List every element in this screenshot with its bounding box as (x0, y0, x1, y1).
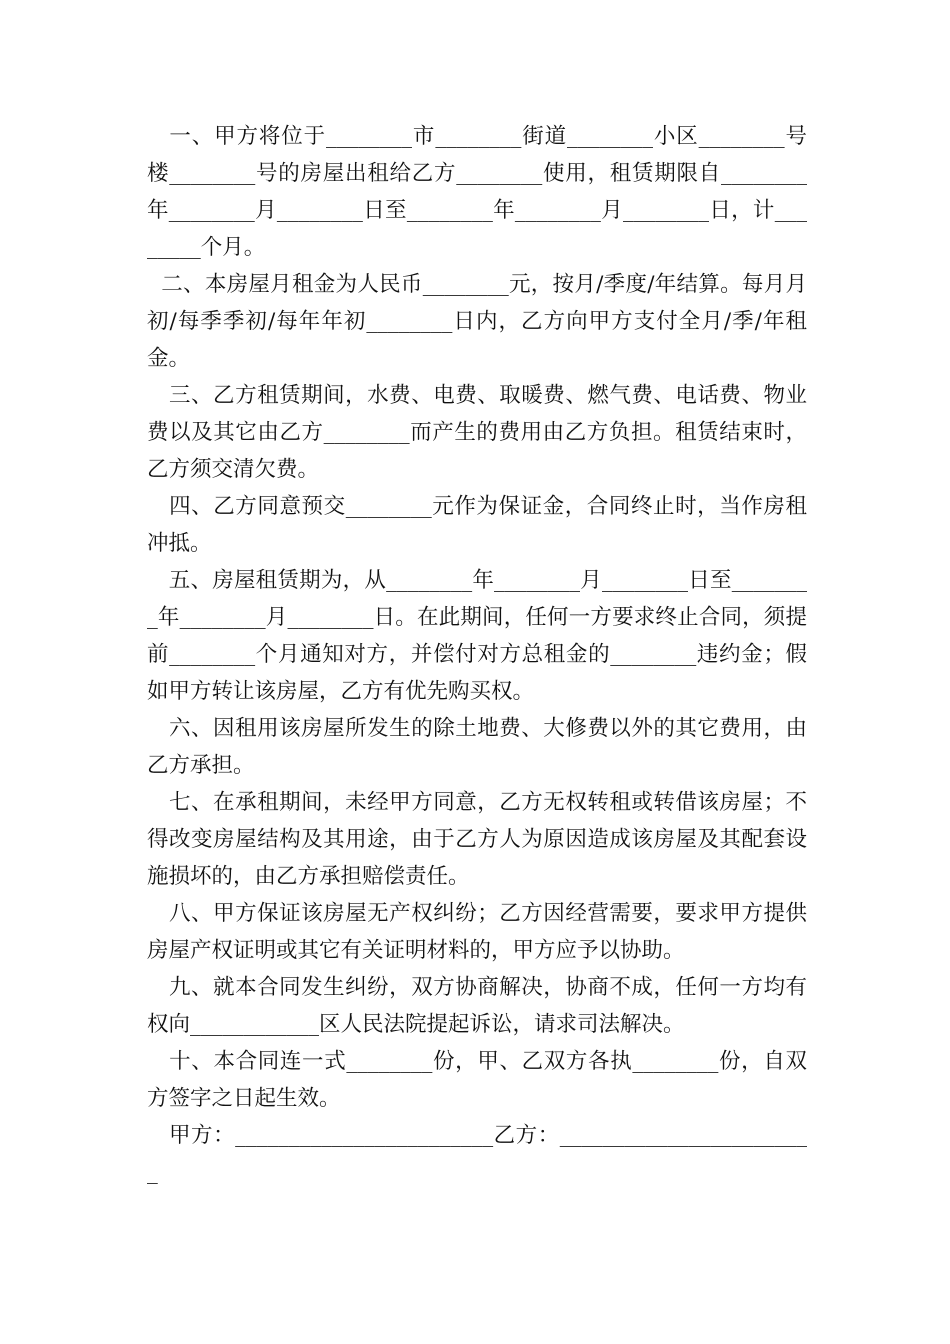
clause-1: 一、甲方将位于________市________街道________小区________号楼________号的房屋出租给乙方________使用，租赁期限自________年________月________日至________年________月________日，计________个月。 (147, 124, 807, 260)
clause-10: 十、本合同连一式________份，甲、乙双方各执________份，自双方签字之日起生效。 (147, 1049, 807, 1111)
clause-7: 七、在承租期间，未经甲方同意，乙方无权转租或转借该房屋；不得改变房屋结构及其用途，由于乙方人为原因造成该房屋及其配套设施损坏的，由乙方承担赔偿责任。 (147, 790, 807, 889)
clause-6: 六、因租用该房屋所发生的除土地费、大修费以外的其它费用，由乙方承担。 (147, 716, 807, 778)
signature-line: 甲方：________________________乙方：________________________ (147, 1123, 807, 1185)
clause-4: 四、乙方同意预交________元作为保证金，合同终止时，当作房租冲抵。 (147, 494, 807, 556)
clause-9: 九、就本合同发生纠纷，双方协商解决，协商不成，任何一方均有权向____________区人民法院提起诉讼，请求司法解决。 (147, 975, 807, 1037)
clause-2: 二、本房屋月租金为人民币________元，按月/季度/年结算。每月月初/每季季初/每年年初________日内，乙方向甲方支付全月/季/年租金。 (147, 272, 807, 371)
clause-3: 三、乙方租赁期间，水费、电费、取暖费、燃气费、电话费、物业费以及其它由乙方________而产生的费用由乙方负担。租赁结束时，乙方须交清欠费。 (147, 383, 807, 482)
contract-body (147, 118, 807, 1191)
clause-5: 五、房屋租赁期为，从________年________月________日至________年________月________日。在此期间，任何一方要求终止合同，须提前________个月通知对方，并偿付对方总租金的________违约金；假如甲方转让该房屋，乙方有优先购买权。 (147, 568, 807, 704)
clause-8: 八、甲方保证该房屋无产权纠纷；乙方因经营需要，要求甲方提供房屋产权证明或其它有关证明材料的，甲方应予以协助。 (147, 901, 807, 963)
